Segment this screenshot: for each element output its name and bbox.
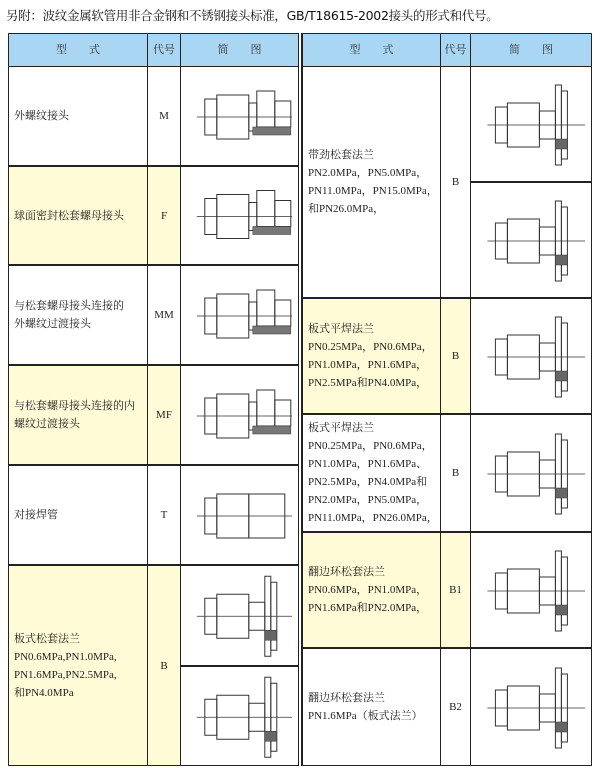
left-code-cell: MM	[147, 265, 181, 365]
right-code-cell: B	[440, 66, 471, 298]
right-type-cell	[302, 66, 441, 298]
type-line: PN0.25MPa，PN0.6MPa，	[308, 440, 433, 452]
right-header-type: 型 式	[302, 33, 441, 67]
type-text	[14, 630, 117, 702]
right-header-code: 代号	[440, 33, 471, 67]
type-line: 对接焊管	[14, 509, 58, 521]
type-line: PN0.25MPa，PN0.6MPa，	[308, 341, 433, 353]
right-type-cell	[302, 648, 441, 766]
type-line: PN1.0MPa，PN1.6MPa、	[308, 458, 428, 470]
type-line: 与松套螺母接头连接的	[14, 300, 124, 312]
flange-drawing	[181, 667, 299, 767]
left-type-cell	[8, 565, 148, 766]
type-line: PN1.6MPa和PN2.0MPa，	[308, 602, 428, 614]
flange-drawing	[471, 415, 592, 532]
left-code-cell: F	[147, 166, 181, 265]
butt-weld-drawing	[181, 466, 299, 565]
type-line: 和PN26.0MPa，	[308, 203, 385, 215]
type-text	[308, 563, 427, 617]
flange-drawing	[471, 533, 592, 648]
type-line: 与松套螺母接头连接的内	[14, 400, 135, 412]
type-line: 外螺纹接头	[14, 110, 69, 122]
swivel-nut-drawing	[181, 167, 299, 265]
right-code-cell: B	[440, 414, 471, 532]
type-line: 板式平焊法兰	[308, 323, 374, 335]
type-line: PN1.6MPa（板式法兰）	[308, 710, 423, 722]
left-type-cell	[8, 166, 148, 265]
left-header-sketch: 简 图	[180, 33, 299, 67]
female-adapter-drawing	[181, 366, 299, 465]
right-sketch-cell	[470, 298, 592, 414]
type-text	[14, 297, 124, 333]
type-text	[308, 689, 423, 725]
right-sketch-cell	[470, 414, 592, 532]
type-text	[308, 146, 438, 218]
left-sketch-cell	[180, 166, 299, 265]
type-text	[308, 320, 433, 392]
flange-drawing	[181, 566, 299, 666]
type-line: PN2.5MPa，PN4.0MPa和	[308, 476, 428, 488]
type-text	[308, 419, 438, 527]
type-line: PN11.0MPa，PN26.0MPa，	[308, 512, 438, 524]
left-type-cell	[8, 265, 148, 365]
left-type-cell	[8, 465, 148, 565]
type-line: 螺纹过渡接头	[14, 418, 80, 430]
right-sketch-cell	[470, 182, 592, 298]
type-line: PN2.5MPa和PN4.0MPa，	[308, 377, 428, 389]
left-sketch-cell	[180, 365, 299, 465]
left-sketch-cell	[180, 265, 299, 365]
type-line: PN0.6MPa，PN1.0MPa，	[308, 584, 428, 596]
right-type-cell	[302, 532, 441, 648]
type-text	[14, 397, 135, 433]
flange-drawing	[471, 299, 592, 414]
type-line: PN2.0MPa，PN5.0MPa，	[308, 494, 428, 506]
type-line: PN0.6MPa,PN1.0MPa,	[14, 650, 117, 663]
left-sketch-cell	[180, 565, 299, 666]
type-line: 板式平焊法兰	[308, 422, 374, 434]
right-code-cell: B2	[440, 648, 471, 766]
male-thread-drawing	[181, 67, 299, 166]
type-line: 带劲松套法兰	[308, 149, 374, 161]
left-header-code: 代号	[147, 33, 181, 67]
type-line: 和PN4.0MPa	[14, 686, 74, 699]
left-type-cell	[8, 66, 148, 166]
type-line: 翻边环松套法兰	[308, 692, 385, 704]
type-text	[14, 506, 58, 524]
type-line: PN1.6MPa,PN2.5MPa,	[14, 668, 117, 681]
left-code-cell: MF	[147, 365, 181, 465]
right-type-cell	[302, 298, 441, 414]
type-line: 板式松套法兰	[14, 632, 80, 645]
flange-drawing	[471, 183, 592, 298]
left-sketch-cell	[180, 666, 299, 767]
type-line: PN11.0MPa，PN15.0MPa，	[308, 185, 438, 197]
right-code-cell: B1	[440, 532, 471, 648]
type-line: PN2.0MPa，PN5.0MPa，	[308, 167, 428, 179]
flange-drawing	[471, 649, 592, 766]
type-line: PN1.0MPa，PN1.6MPa，	[308, 359, 428, 371]
right-sketch-cell	[470, 66, 592, 182]
left-code-cell: M	[147, 66, 181, 166]
table-divider	[298, 33, 302, 766]
flange-drawing	[471, 67, 592, 182]
male-adapter-drawing	[181, 266, 299, 365]
left-sketch-cell	[180, 465, 299, 565]
type-text	[14, 207, 124, 225]
right-code-cell: B	[440, 298, 471, 414]
left-sketch-cell	[180, 66, 299, 166]
right-header-sketch: 简 图	[470, 33, 592, 67]
page-title: 另附：波纹金属软管用非合金钢和不锈钢接头标准，GB/T18615-2002接头的形式和代号。	[6, 8, 499, 23]
left-code-cell: B	[147, 565, 181, 766]
type-line: 外螺纹过渡接头	[14, 318, 91, 330]
left-type-cell	[8, 365, 148, 465]
left-header-type: 型 式	[8, 33, 148, 67]
right-sketch-cell	[470, 532, 592, 648]
type-text	[14, 107, 69, 125]
right-sketch-cell	[470, 648, 592, 766]
type-line: 球面密封松套螺母接头	[14, 209, 124, 222]
type-line: 翻边环松套法兰	[308, 566, 385, 578]
right-type-cell	[302, 414, 441, 532]
left-code-cell: T	[147, 465, 181, 565]
